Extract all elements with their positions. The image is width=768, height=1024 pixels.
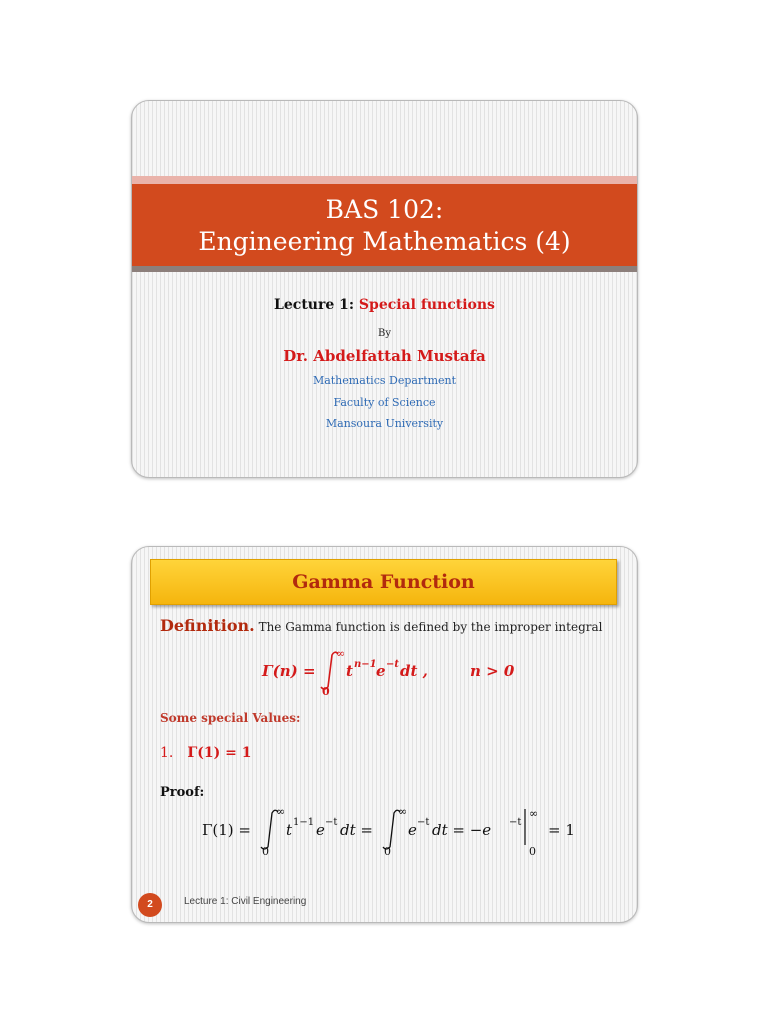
lecture-line — [132, 297, 637, 313]
title-stripe-top — [132, 176, 637, 184]
gamma-upper-limit: ∞ — [336, 647, 346, 660]
proof-lhs: Γ(1) = — [202, 821, 251, 839]
gamma-t: t — [346, 662, 353, 680]
proof-dt2: dt = −e — [432, 821, 492, 839]
proof-dt1: dt = — [340, 821, 373, 839]
slide-title: Gamma Function — [150, 559, 617, 605]
course-title: Engineering Mathematics (4) — [198, 227, 571, 256]
proof-exp3: −t — [417, 817, 430, 828]
proof-exp4: −t — [509, 817, 522, 828]
eval-upper: ∞ — [529, 807, 539, 820]
title-band — [132, 184, 637, 266]
gamma-lhs: Γ(n) = — [262, 662, 316, 680]
special-values-label: Some special Values: — [160, 711, 301, 725]
proof-lower-1: 0 — [262, 845, 269, 858]
proof-exp2: −t — [325, 817, 338, 828]
proof-upper-1: ∞ — [276, 805, 286, 818]
gamma-definition-formula — [252, 647, 552, 697]
item-value: Γ(1) = 1 — [187, 745, 252, 761]
gamma-exp2: −t — [386, 659, 399, 670]
page-number-badge: 2 — [138, 893, 162, 917]
special-value-1 — [160, 745, 252, 761]
proof-upper-2: ∞ — [398, 805, 408, 818]
proof-t: t — [286, 821, 293, 839]
by-label: By — [378, 328, 391, 339]
department: Mathematics Department — [312, 374, 457, 387]
gamma-dt: dt , — [400, 662, 428, 680]
gamma-lower-limit: 0 — [322, 685, 330, 697]
lecture-topic: Special functions — [358, 297, 495, 313]
proof-formula — [192, 803, 612, 859]
proof-lower-2: 0 — [384, 845, 391, 858]
definition-text: The Gamma function is defined by the improper integral — [254, 620, 603, 634]
gamma-condition: n > 0 — [470, 662, 515, 680]
eval-lower: 0 — [529, 845, 536, 858]
slide-footer: Lecture 1: Civil Engineering — [184, 896, 307, 907]
author-name: Dr. Abdelfattah Mustafa — [283, 347, 486, 365]
gamma-exp1: n−1 — [354, 659, 377, 670]
course-code: BAS 102: — [325, 195, 444, 224]
proof-e1: e — [316, 821, 325, 839]
gamma-slide — [131, 546, 638, 923]
proof-result: = 1 — [548, 821, 575, 839]
item-number: 1. — [160, 745, 174, 761]
university: Mansoura University — [325, 417, 444, 430]
definition-label: Definition. — [160, 616, 255, 635]
title-slide — [131, 100, 638, 478]
proof-label: Proof: — [160, 785, 205, 800]
gamma-e: e — [376, 662, 386, 680]
proof-e2: e — [408, 821, 417, 839]
definition — [160, 616, 603, 635]
faculty: Faculty of Science — [333, 396, 436, 409]
proof-exp1: 1−1 — [293, 817, 315, 828]
title-stripe-bottom — [132, 266, 637, 272]
lecture-label: Lecture 1 — [274, 297, 349, 313]
lecture-separator: : — [348, 297, 359, 313]
